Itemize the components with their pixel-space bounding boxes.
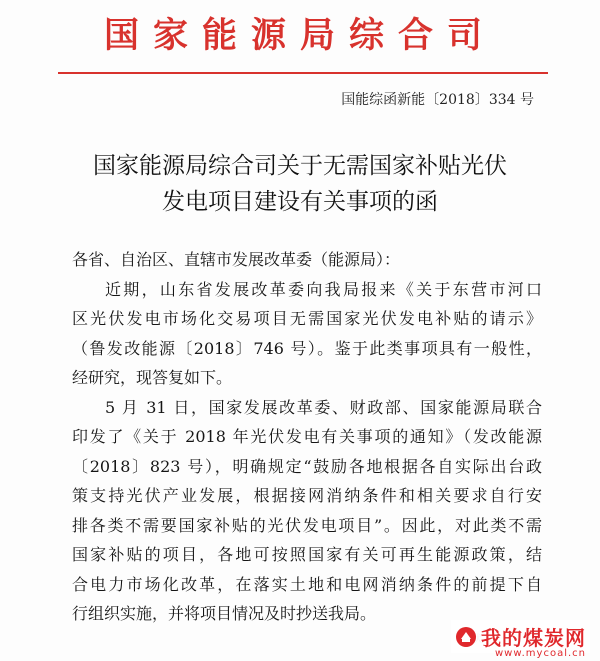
- watermark-site-name: 我的煤炭网: [481, 626, 586, 650]
- body-line: （鲁发改能源〔2018〕746 号）。鉴于此类事项具有一般性，: [72, 338, 542, 358]
- body-line: 策支持光伏产业发展，根据接网消纳条件和相关要求自行安: [72, 486, 542, 505]
- body-line: 排各类不需要国家补贴的光伏发电项目”。因此，对此类不需: [72, 515, 542, 535]
- org-header: 国家能源局综合司: [103, 16, 496, 56]
- watermark-site-url: www.mycoal.cn: [495, 648, 586, 659]
- coal-logo-icon: [455, 626, 477, 648]
- document-number: 国能综函新能〔2018〕334 号: [341, 92, 534, 108]
- body-line: 合电力市场化改革，在落实土地和电网消纳条件的前提下自: [72, 574, 542, 594]
- document-title: [0, 148, 600, 220]
- salutation: 各省、自治区、直辖市发展改革委（能源局）：: [72, 250, 401, 269]
- body-line: 行组织实施，并将项目情况及时抄送我局。: [72, 604, 377, 623]
- body-line: 〔2018〕823 号），明确规定“鼓励各地根据各自实际出台政: [72, 456, 542, 476]
- body-line: 近期，山东省发展改革委向我局报来《关于东营市河口: [105, 279, 542, 299]
- body-line: 5 月 31 日，国家发展改革委、财政部、国家能源局联合: [105, 397, 542, 417]
- document-body: [72, 245, 542, 629]
- body-line: 印发了《关于 2018 年光伏发电有关事项的通知》（发改能源: [72, 427, 542, 446]
- body-line: 国家补贴的项目，各地可按照国家有关可再生能源政策，结: [72, 545, 542, 564]
- body-line: 经研究，现答复如下。: [72, 368, 233, 387]
- title-line-1: 国家能源局综合司关于无需国家补贴光伏: [93, 153, 507, 179]
- title-line-2: 发电项目建设有关事项的函: [162, 189, 438, 215]
- header-divider: [58, 72, 548, 74]
- body-line: 区光伏发电市场化交易项目无需国家光伏发电补贴的请示》: [72, 309, 542, 328]
